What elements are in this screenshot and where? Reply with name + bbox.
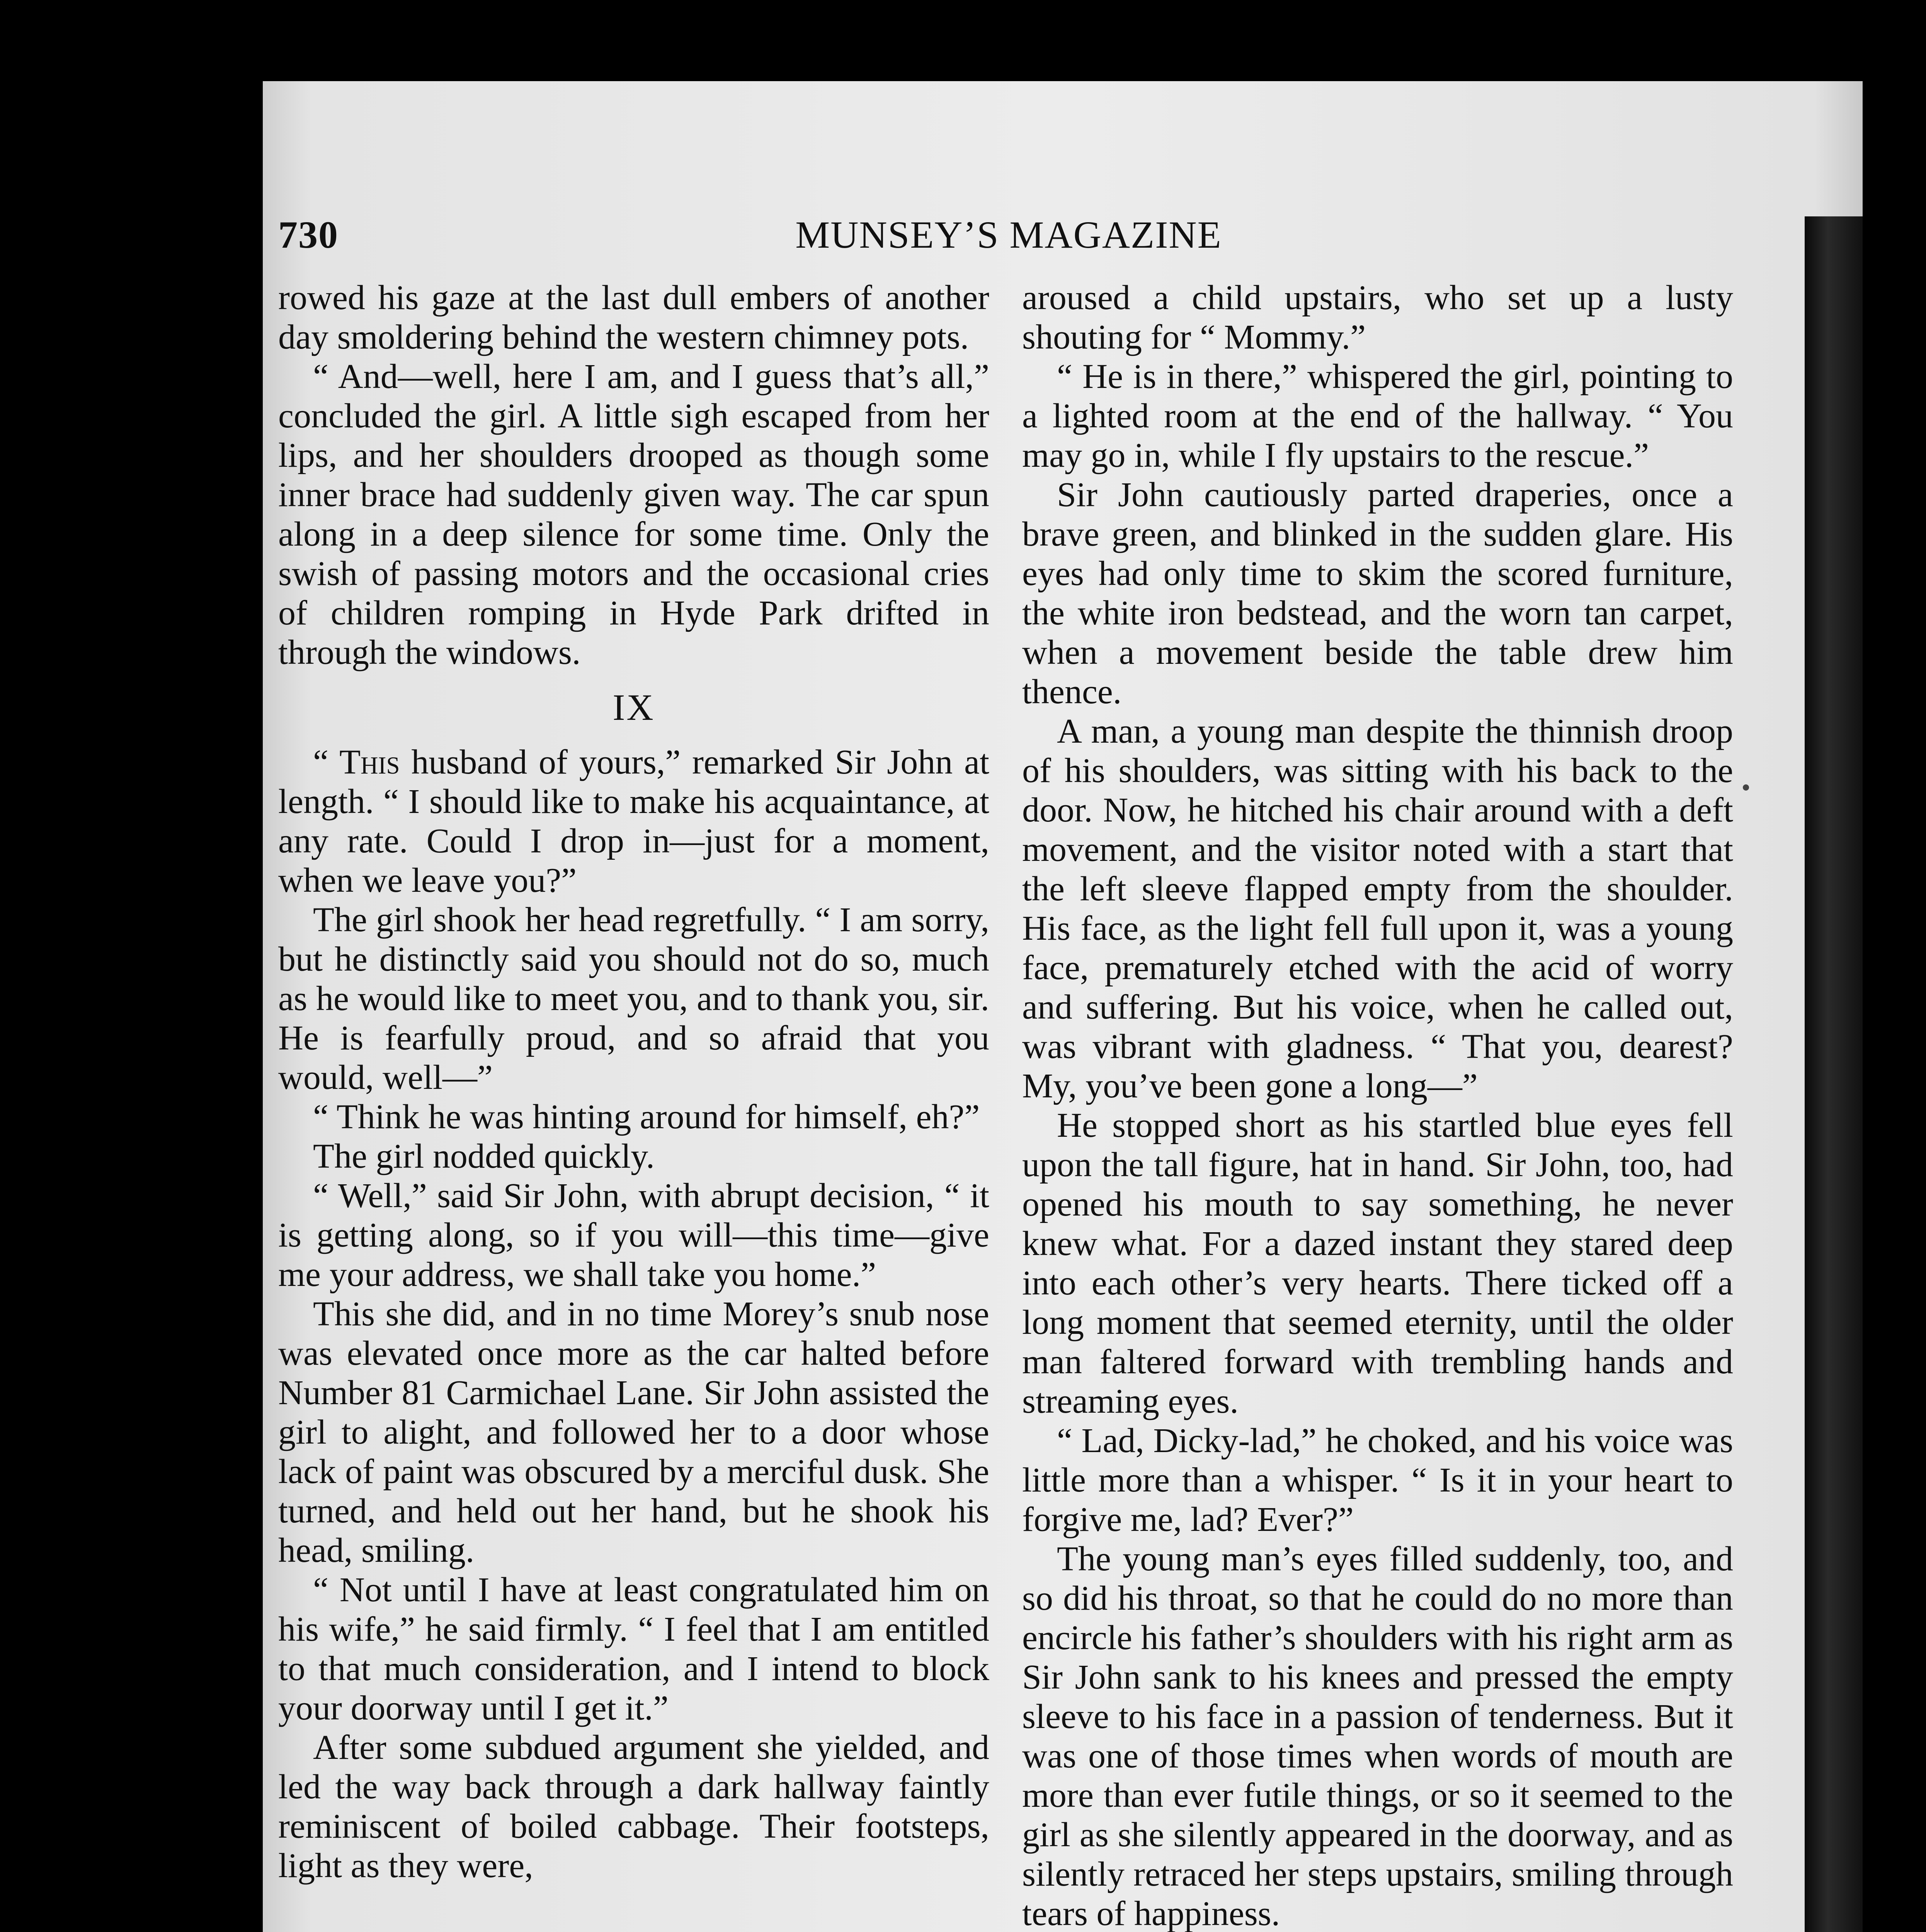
paragraph: A man, a young man despite the thinnish droop of his shoulders, was sitting with his back to the door. Now, he hitched his chair around with a deft movement, and the visitor noted with a start that the left sleeve flapped empty from the shoulder. His face, as the light fell full upon it, was a young face, prematurely etched with the acid of worry and suffering. But his voice, when he called out, was vibrant with gladness. “ That you, dearest? My, you’ve been gone a long—” xyxy=(1022,712,1733,1105)
paragraph: He stopped short as his startled blue eyes fell upon the tall figure, hat in hand. Sir John, too, had opened his mouth to say something, he never knew what. For a dazed instant they stared deep into each other’s very hearts. There ticked off a long moment that seemed eternity, until the older man faltered forward with trembling hands and streaming eyes. xyxy=(1022,1106,1733,1420)
page-header xyxy=(278,213,1739,263)
left-column xyxy=(278,278,989,1886)
paragraph: The girl shook her head regretfully. “ I am sorry, but he distinctly said you should not do so, much as he would like to meet you, and to thank you, sir. He is fearfully proud, and so afraid that you would, well—” xyxy=(278,901,989,1097)
paragraph: This she did, and in no time Morey’s snub nose was elevated once more as the car halted before Number 81 Carmichael Lane. Sir John assisted the girl to alight, and followed her to a door whose lack of paint was obscured by a merciful dusk. She turned, and held out her hand, but he shook his head, smiling. xyxy=(278,1295,989,1570)
magazine-page xyxy=(263,81,1863,1932)
paragraph: aroused a child upstairs, who set up a lusty shouting for “ Mommy.” xyxy=(1022,279,1733,356)
running-title: MUNSEY’S MAGAZINE xyxy=(795,213,1222,256)
small-caps-lead: “ This xyxy=(313,743,400,781)
section-heading: IX xyxy=(613,687,655,728)
paragraph: “ Well,” said Sir John, with abrupt decision, “ it is getting along, so if you will—this time—give me your address, we shall take you home.” xyxy=(278,1177,989,1294)
paragraph: Sir John cautiously parted draperies, once a brave green, and blinked in the sudden glare. His eyes had only time to skim the scored furniture, the white iron bedstead, and the worn tan carpet, when a movement beside the table drew him thence. xyxy=(1022,476,1733,711)
paragraph: The young man’s eyes filled suddenly, too, and so did his throat, so that he could do no more than encircle his father’s shoulders with his right arm as Sir John sank to his knees and pressed the empty sleeve to his face in a passion of tenderness. But it was one of those times when words of mouth are more than ever futile things, or so it seemed to the girl as she silently appeared in the doorway, and as silently retraced her steps upstairs, smiling through tears of happiness. xyxy=(1022,1540,1733,1932)
print-speck xyxy=(1743,784,1749,791)
paragraph: “ He is in there,” whispered the girl, pointing to a lighted room at the end of the hallway. “ You may go in, while I fly upstairs to the rescue.” xyxy=(1022,357,1733,474)
paragraph: “ Lad, Dicky-lad,” he choked, and his voice was little more than a whisper. “ Is it in your heart to forgive me, lad? Ever?” xyxy=(1022,1422,1733,1539)
page-number: 730 xyxy=(278,213,339,256)
paragraph: “ And—well, here I am, and I guess that’s all,” concluded the girl. A little sigh escaped from her lips, and her shoulders drooped as though some inner brace had suddenly given way. The car spun along in a deep silence for some time. Only the swish of passing motors and the occasional cries of children romping in Hyde Park drifted in through the windows. xyxy=(278,357,989,672)
paragraph: rowed his gaze at the last dull embers of another day smoldering behind the western chimney pots. xyxy=(278,279,989,356)
paragraph: “ Not until I have at least congratulated him on his wife,” he said firmly. “ I feel that I am entitled to that much consideration, and I intend to block your doorway until I get it.” xyxy=(278,1571,989,1727)
right-column xyxy=(1022,278,1733,1932)
paragraph xyxy=(278,743,989,900)
page-edge-shadow xyxy=(1805,216,1863,1932)
paragraph: “ Think he was hinting around for himself, eh?” xyxy=(313,1098,980,1136)
paragraph: After some subdued argument she yielded, and led the way back through a dark hallway faintly reminiscent of boiled cabbage. Their footsteps, light as they were, xyxy=(278,1728,989,1885)
paragraph: The girl nodded quickly. xyxy=(313,1137,655,1175)
paragraph-text: husband of yours,” remarked Sir John at length. “ I should like to make his acquaintance, at any rate. Could I drop in—just for a moment, when we leave you?” xyxy=(278,743,989,900)
